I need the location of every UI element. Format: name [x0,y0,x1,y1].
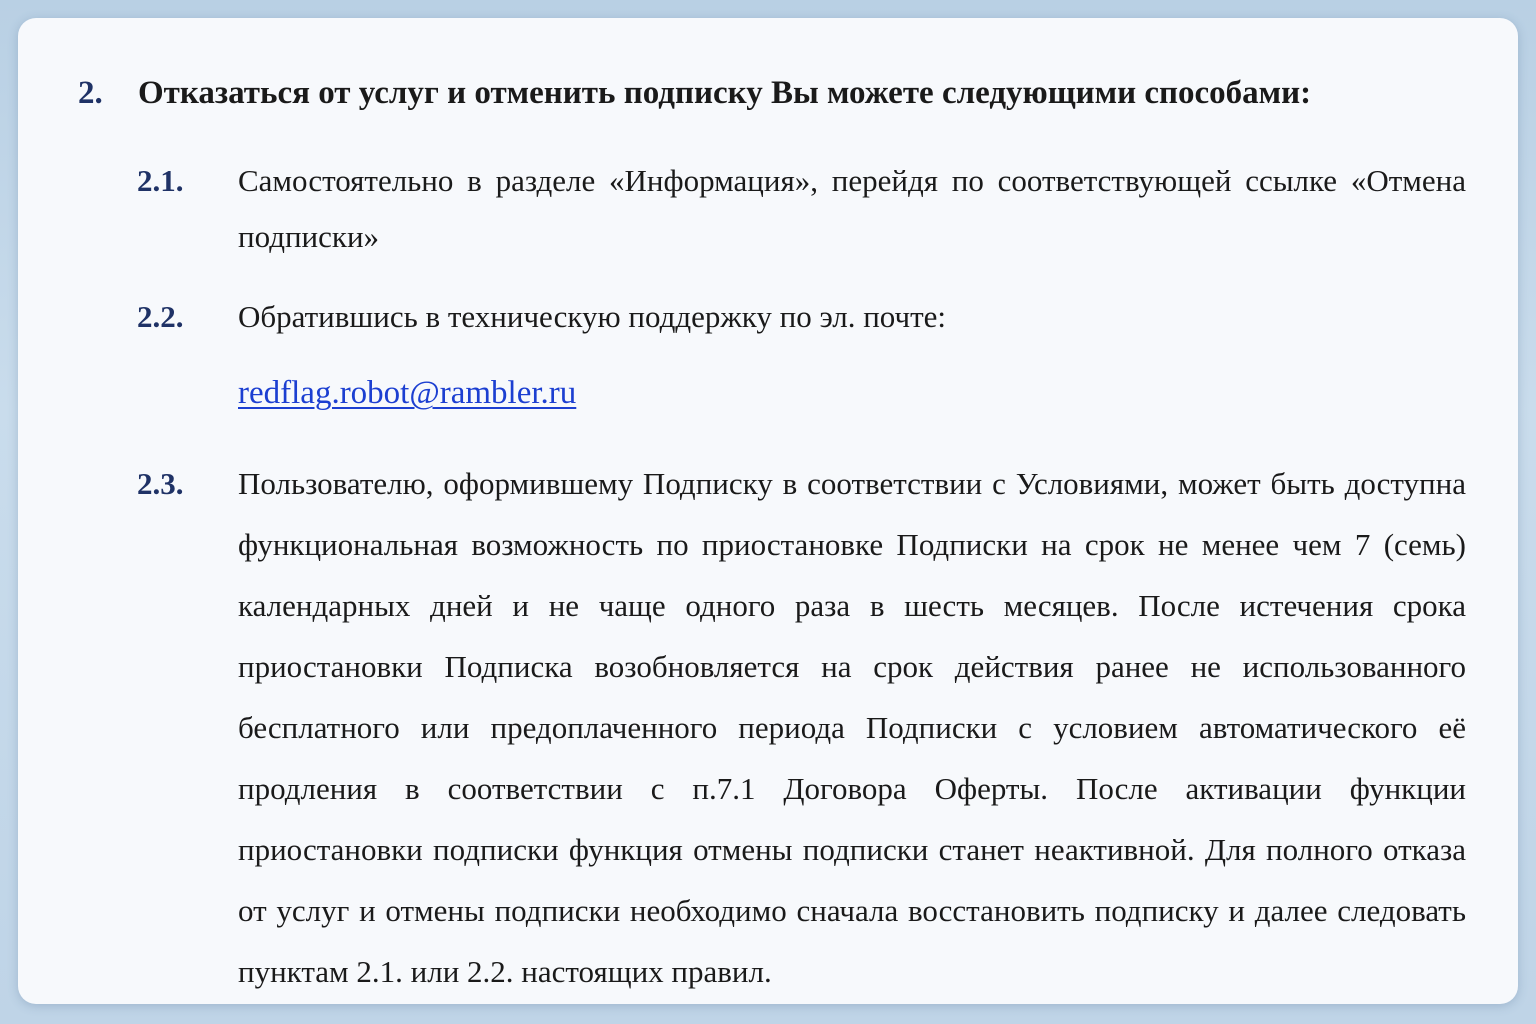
support-email-link[interactable]: redflag.robot@rambler.ru [238,375,577,411]
document-card [18,18,1518,1004]
item-number: 2.3. [137,466,184,501]
item-text: Самостоятельно в разделе «Информация», перейдя по соответствующей ссылке «Отмена подписки» [238,163,1466,254]
item-number: 2.1. [137,163,184,198]
item-number: 2.2. [137,299,184,334]
section-title: Отказаться от услуг и отменить подписку Вы можете следующими способами: [138,75,1312,111]
email-line [238,370,576,416]
section-heading [18,70,1518,116]
item-text: Обратившись в техническую поддержку по эл. почте: [238,299,947,334]
section-number: 2. [78,75,103,111]
item-text: Пользователю, оформившему Подписку в соответствии с Условиями, может быть доступна функциональная возможность по приостановке Подписки на срок не менее чем 7 (семь) календарных дней и не чаще одного раза в шесть месяцев. После истечения срока приостановки Подписка возобновляется на срок действия ранее не использованного бесплатного или предоплаченного периода Подписки с условием автоматического её продления в соответствии с п.7.1 Договора Оферты. После активации функции приостановки подписки функция отмены подписки станет неактивной. Для полного отказа от услуг и отмены подписки необходимо сначала восстановить подписку и далее следовать пунктам 2.1. или 2.2. настоящих правил. [238,466,1466,989]
